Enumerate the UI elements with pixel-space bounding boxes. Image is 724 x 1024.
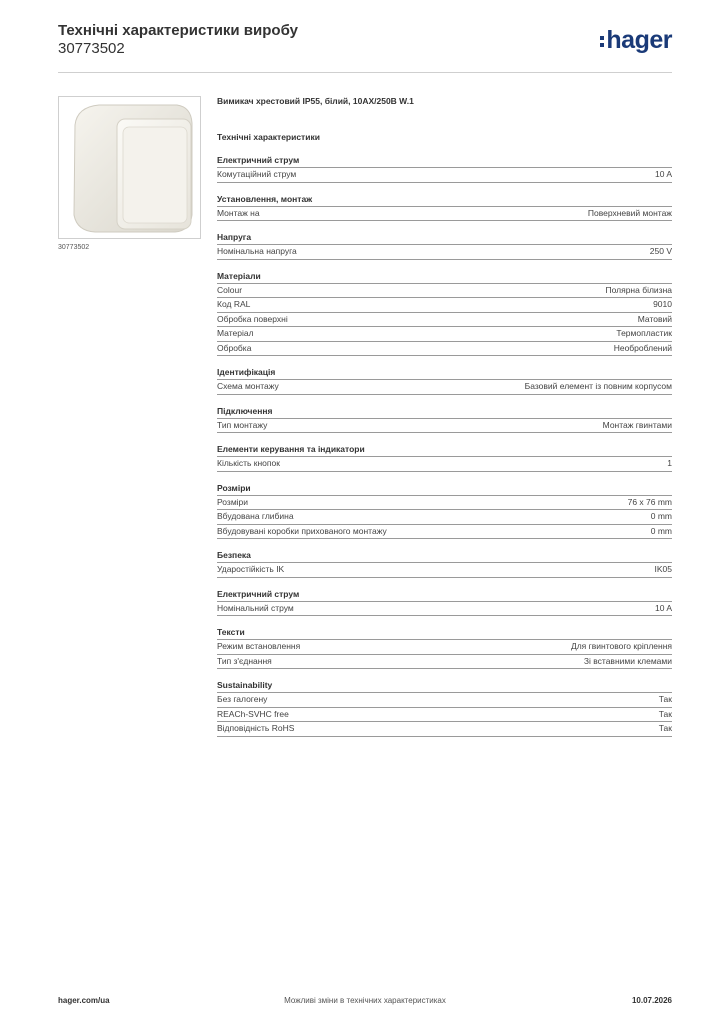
spec-group — [217, 270, 672, 357]
spec-label: Тип з'єднання — [217, 655, 272, 666]
spec-group — [217, 193, 672, 222]
spec-label: REACh-SVHC free — [217, 708, 289, 719]
spec-label: Номінальний струм — [217, 602, 294, 613]
spec-groups — [217, 154, 672, 737]
spec-value: Полярна білизна — [605, 284, 672, 295]
spec-group — [217, 443, 672, 472]
spec-label: Colour — [217, 284, 243, 295]
spec-label: Код RAL — [217, 299, 251, 309]
spec-row — [217, 693, 672, 708]
spec-value: Так — [658, 694, 672, 704]
spec-row — [217, 207, 672, 222]
spec-label: Вбудовувані коробки прихованого монтажу — [217, 525, 387, 536]
spec-group-title: Елементи керування та індикатори — [217, 443, 672, 457]
spec-row — [217, 380, 672, 395]
spec-label: Без галогену — [217, 694, 268, 704]
spec-label: Матеріал — [217, 328, 254, 338]
spec-value: 0 mm — [650, 525, 672, 536]
spec-row — [217, 457, 672, 472]
spec-row — [217, 496, 672, 511]
spec-value: Базовий елемент із повним корпусом — [524, 381, 672, 391]
spec-row — [217, 284, 672, 299]
spec-label: Обробка — [217, 342, 252, 353]
spec-row — [217, 640, 672, 655]
image-caption: 30773502 — [58, 244, 90, 251]
spec-label: Тип монтажу — [217, 419, 268, 430]
spec-label: Розміри — [217, 496, 249, 507]
footer-website-link[interactable]: hager.com/ua — [58, 996, 110, 1005]
spec-group — [217, 154, 672, 183]
spec-group-title: Sustainability — [217, 679, 672, 693]
spec-row — [217, 168, 672, 183]
hager-logo — [600, 26, 672, 54]
logo-text: hager — [606, 26, 672, 54]
spec-group — [217, 405, 672, 434]
spec-label: Комутаційний струм — [217, 169, 297, 179]
spec-label: Відповідність RoHS — [217, 723, 295, 733]
spec-row — [217, 563, 672, 578]
spec-value: Поверхневий монтаж — [587, 207, 672, 218]
spec-group-title: Електричний струм — [217, 154, 672, 168]
spec-content — [217, 94, 672, 737]
spec-value: IK05 — [654, 564, 672, 574]
footer-disclaimer: Можливі зміни в технічних характеристиках — [284, 996, 446, 1005]
spec-group — [217, 679, 672, 737]
spec-value: 1 — [667, 458, 672, 468]
spec-row — [217, 602, 672, 617]
spec-value: 10 A — [654, 169, 672, 179]
spec-group-title: Напруга — [217, 231, 672, 245]
spec-group-title: Установлення, монтаж — [217, 193, 672, 207]
spec-label: Монтаж на — [217, 207, 260, 218]
spec-row — [217, 245, 672, 260]
spec-value: Для гвинтового кріплення — [570, 641, 672, 651]
spec-label: Вбудована глибина — [217, 511, 294, 521]
spec-value: 250 V — [649, 246, 672, 256]
header-divider — [58, 72, 672, 73]
spec-value: 0 mm — [650, 511, 672, 521]
spec-value: 76 x 76 mm — [627, 496, 672, 507]
spec-group — [217, 626, 672, 669]
spec-group-title: Матеріали — [217, 270, 672, 284]
spec-group — [217, 366, 672, 395]
spec-group-title: Ідентифікація — [217, 366, 672, 380]
spec-row — [217, 419, 672, 434]
spec-group — [217, 588, 672, 617]
spec-value: 9010 — [653, 299, 672, 309]
logo-dots-icon — [600, 33, 604, 50]
spec-row — [217, 708, 672, 723]
spec-group-title: Підключення — [217, 405, 672, 419]
product-image — [58, 96, 201, 239]
switch-product-icon — [59, 97, 200, 238]
spec-group — [217, 231, 672, 260]
spec-section-title: Технічні характеристики — [217, 132, 320, 142]
spec-group — [217, 549, 672, 578]
spec-row — [217, 327, 672, 342]
spec-group — [217, 482, 672, 540]
spec-value: Зі вставними клемами — [583, 655, 672, 666]
spec-row — [217, 655, 672, 670]
spec-label: Схема монтажу — [217, 381, 279, 391]
product-code: 30773502 — [58, 40, 125, 57]
spec-value: Необроблений — [613, 342, 672, 353]
spec-row — [217, 313, 672, 328]
spec-row — [217, 722, 672, 737]
spec-label: Обробка поверхні — [217, 313, 288, 324]
spec-row — [217, 298, 672, 313]
spec-label: Ударостійкість IK — [217, 564, 285, 574]
spec-value: Так — [658, 723, 672, 733]
spec-group-title: Розміри — [217, 482, 672, 496]
product-name: Вимикач хрестовий IP55, білий, 10AX/250В W.1 — [217, 96, 414, 106]
spec-group-title: Електричний струм — [217, 588, 672, 602]
spec-label: Режим встановлення — [217, 641, 301, 651]
spec-group-title: Безпека — [217, 549, 672, 563]
spec-value: Монтаж гвинтами — [602, 419, 672, 430]
spec-label: Кількість кнопок — [217, 458, 280, 468]
page-header — [58, 22, 672, 74]
spec-value: 10 A — [654, 602, 672, 613]
spec-group-title: Тексти — [217, 626, 672, 640]
spec-value: Так — [658, 708, 672, 719]
spec-row — [217, 510, 672, 525]
spec-row — [217, 525, 672, 540]
spec-label: Номінальна напруга — [217, 246, 297, 256]
document-title: Технічні характеристики виробу — [58, 22, 298, 39]
spec-value: Термопластик — [616, 328, 672, 338]
spec-row — [217, 342, 672, 357]
spec-value: Матовий — [637, 313, 672, 324]
footer-date: 10.07.2026 — [631, 996, 672, 1005]
